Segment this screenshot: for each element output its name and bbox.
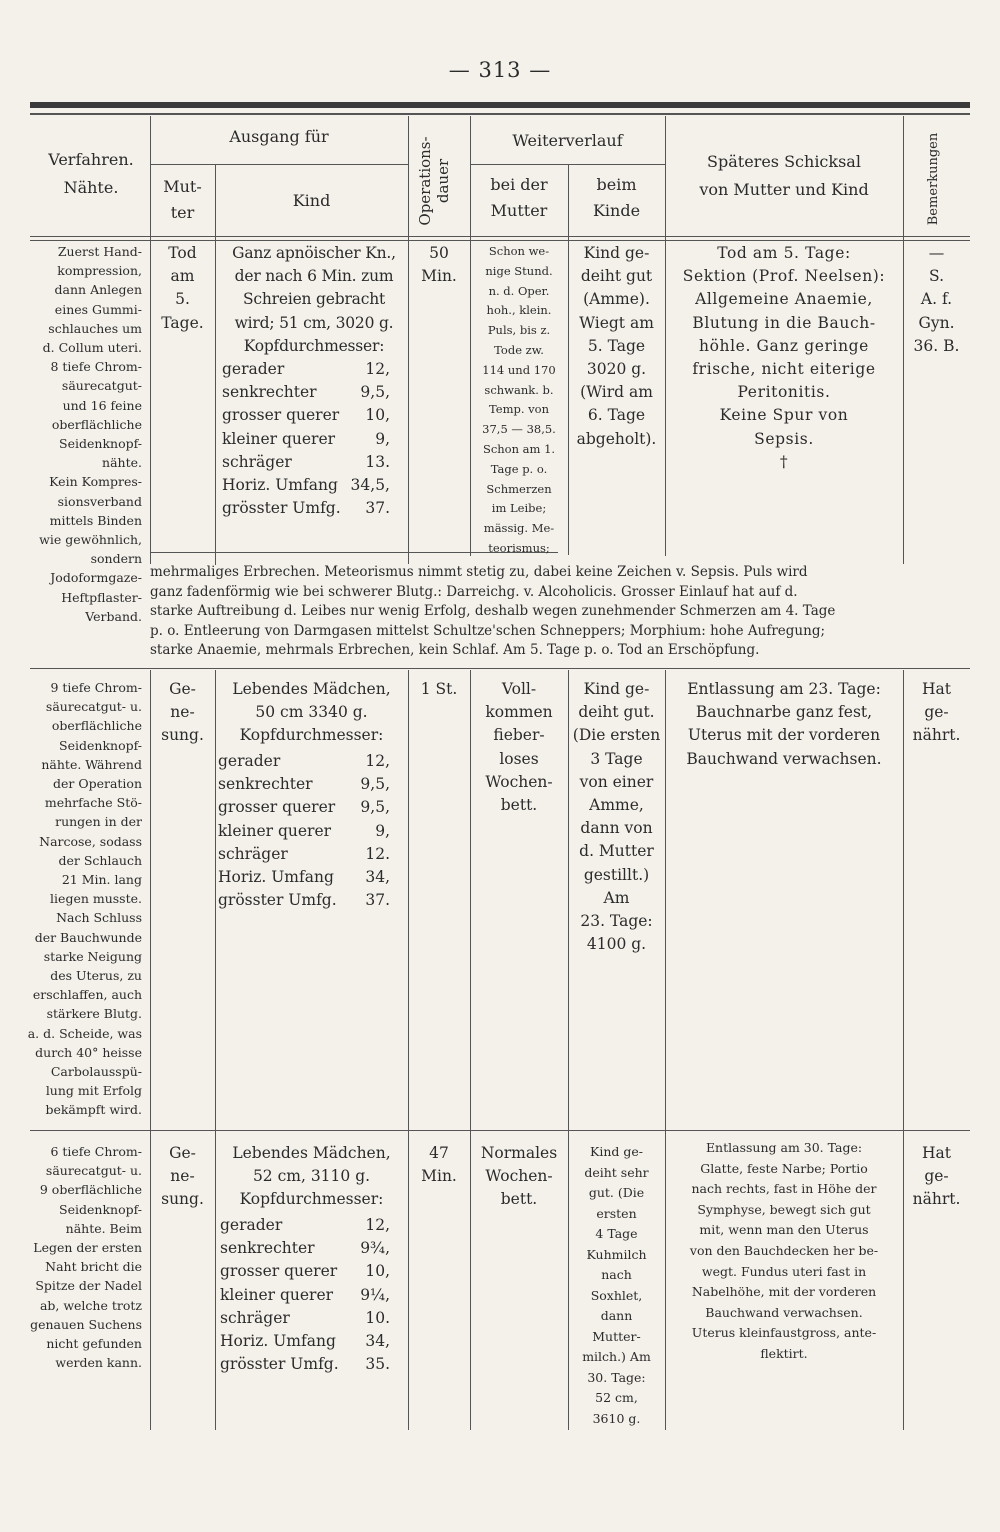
row-1-bei-mutter: Schon we- nige Stund. n. d. Oper. hoh., klein. Puls, bis z. Tode zw. 114 und 170 schwank. b. Temp. von 37,5 — 38,5. Schon am 1. Tage p. o. Schmerzen im Leibe; mässig. Me- teorismus;: [482, 244, 556, 555]
top-thick-rule: [30, 102, 970, 108]
row-2-kind-text: Lebendes Mädchen, 50 cm 3340 g. Kopfdurchmesser:: [232, 680, 391, 745]
col-rule-2: [215, 165, 216, 565]
row-3-beim-kinde: Kind ge- deiht sehr gut. (Die ersten 4 Tage Kuhmilch nach Soxhlet, dann Mutter- milch.) Am 30. Tage: 52 cm, 3610 g.: [582, 1144, 651, 1426]
row-1-dauer: 50 Min.: [421, 244, 457, 286]
header-bemerkungen: Bemerkungen: [926, 132, 941, 226]
row-3-mutter: Ge- ne- sung.: [161, 1144, 204, 1209]
header-sub-rule-weiterverlauf: [470, 164, 665, 165]
header-sub-rule-ausgang: [150, 164, 408, 165]
header-schicksal: Späteres Schicksal von Mutter und Kind: [699, 152, 869, 199]
row-2-kind-labels: gerader senkrechter grosser querer kleiner querer schräger Horiz. Umfang grösster Umfg.: [218, 752, 337, 910]
header-verfahren: Verfahren. Nähte.: [48, 150, 134, 197]
row-1-bottom-rule: [30, 668, 970, 669]
header-bottom-rule-2: [30, 240, 970, 241]
top-thin-rule: [30, 113, 970, 115]
row-1-mutter: Tod am 5. Tage.: [161, 244, 204, 332]
row-3-bemerkungen: Hat ge- nährt.: [912, 1144, 961, 1209]
row-1-bemerkungen: — S. A. f. Gyn. 36. B.: [913, 244, 960, 355]
row-2-kind-values: 12, 9,5, 9,5, 9, 12. 34, 37.: [360, 752, 390, 910]
row-3-kind-values: 12, 9¾, 10, 9¼, 10. 34, 35.: [360, 1216, 390, 1374]
row-2-bemerkungen: Hat ge- nährt.: [912, 680, 961, 745]
header-bottom-rule: [30, 236, 970, 237]
row-1-kind-labels: gerader senkrechter grosser querer kleiner querer schräger Horiz. Umfang grösster Umfg.: [222, 360, 341, 518]
row-2-mutter: Ge- ne- sung.: [161, 680, 204, 745]
header-ausgang: Ausgang für: [229, 127, 329, 146]
row-1-schicksal: Tod am 5. Tage: Sektion (Prof. Neelsen): Allgemeine Anaemie, Blutung in die Bauch- höhle. Ganz geringe frische, nicht eiterige Peritonitis. Keine Spur von Sepsis. †: [682, 244, 886, 471]
row-2-beim-kinde: Kind ge- deiht gut. (Die ersten 3 Tage von einer Amme, dann von d. Mutter gestillt.) Am 23. Tage: 4100 g.: [572, 680, 661, 954]
row-3-bei-mutter: Normales Wochen- bett.: [480, 1144, 558, 1209]
header-beim-kinde: beim Kinde: [592, 175, 641, 220]
row-2-schicksal: Entlassung am 23. Tage: Bauchnarbe ganz fest, Uterus mit der vorderen Bauchwand verwachsen.: [686, 680, 882, 768]
header-mutter: Mut- ter: [163, 177, 202, 222]
header-kind: Kind: [292, 191, 331, 210]
row-1-kind-values: 12, 9,5, 10, 9, 13. 34,5, 37.: [350, 360, 390, 518]
col-rule-7b: [903, 670, 904, 1430]
row-1-continuation: mehrmaliges Erbrechen. Meteorismus nimmt stetig zu, dabei keine Zeichen v. Sepsis. Puls wird ganz fadenförmig wie bei schwerer Blutg.: Darreichg. v. Alcoholicis. Grosser Einlauf hat auf d. starke Auftreibung d. Leibes nur wenig Erfolg, deshalb wegen zunehmender Schmerzen am 4. Tage p. o. Entleerung von Darmgasen mittelst Schultze'schen Schneppers; Morphium: hohe Aufregung; starke Anaemie, mehrmals Erbrechen, kein Schlaf. Am 5. Tage p. o. Tod an Erschöpfung.: [150, 564, 836, 659]
row-3-kind-text: Lebendes Mädchen, 52 cm, 3110 g. Kopfdurchmesser:: [232, 1144, 391, 1209]
col-rule-1b: [150, 670, 151, 1430]
row-3-kind-labels: gerader senkrechter grosser querer kleiner querer schräger Horiz. Umfang grösster Umfg.: [220, 1216, 339, 1374]
col-rule-3: [408, 116, 409, 564]
row-3-schicksal: Entlassung am 30. Tage: Glatte, feste Narbe; Portio nach rechts, fast in Höhe der Symphyse, bewegt sich gut mit, wenn man den Uterus von den Bauchdecken her be- wegt. Fundus uteri fast in Nabelhöhe, mit der vorderen Bauchwand verwachsen. Uterus kleinfaustgross, ante- flektirt.: [689, 1140, 879, 1361]
row-3-dauer: 47 Min.: [421, 1144, 457, 1186]
row-2-bottom-rule: [30, 1130, 970, 1131]
row-2-bei-mutter: Voll- kommen fieber- loses Wochen- bett.: [485, 680, 553, 815]
row-1-verfahren: Zuerst Hand- kompression, dann Anlegen eines Gummi- schlauches um d. Collum uteri. 8 tiefe Chrom- säurecatgut- und 16 feine oberflächliche Seidenknopf- nähte. Kein Kompres- sionsverband mittels Binden wie gewöhnlich, sondern Jodoformgaze- Heftpflaster- Verband.: [39, 244, 142, 624]
col-rule-2b: [215, 670, 216, 1430]
row-1-kind-text: Ganz apnöischer Kn., der nach 6 Min. zum Schreien gebracht wird; 51 cm, 3020 g. Kopfdurchmesser:: [232, 244, 396, 355]
row-3-verfahren: 6 tiefe Chrom- säurecatgut- u. 9 oberflächliche Seidenknopf- nähte. Beim Legen der ersten Naht bricht die Spitze der Nadel ab, welche trotz genauen Suchens nicht gefunden werden kann.: [30, 1144, 142, 1371]
header-bei-der-mutter: bei der Mutter: [490, 175, 548, 220]
header-operationsdauer: Operations- dauer: [416, 136, 452, 226]
row-2-verfahren: 9 tiefe Chrom- säurecatgut- u. oberflächliche Seidenknopf- nähte. Während der Operation mehrfache Stö- rungen in der Narcose, sodass der Schlauch 21 Min. lang liegen musste. Nach Schluss der Bauchwunde starke Neigung des Uterus, zu erschlaffen, auch stärkere Blutg. a. d. Scheide, was durch 40° heisse Carbolausspü- lung mit Erfolg bekämpft wird.: [27, 680, 142, 1118]
row-2-dauer: 1 St.: [420, 680, 458, 698]
page-number: — 313 —: [448, 58, 552, 82]
header-weiterverlauf: Weiterverlauf: [512, 131, 623, 150]
col-rule-3b: [408, 670, 409, 1430]
row-1-beim-kinde: Kind ge- deiht gut (Amme). Wiegt am 5. Tage 3020 g. (Wird am 6. Tage abgeholt).: [576, 244, 657, 448]
